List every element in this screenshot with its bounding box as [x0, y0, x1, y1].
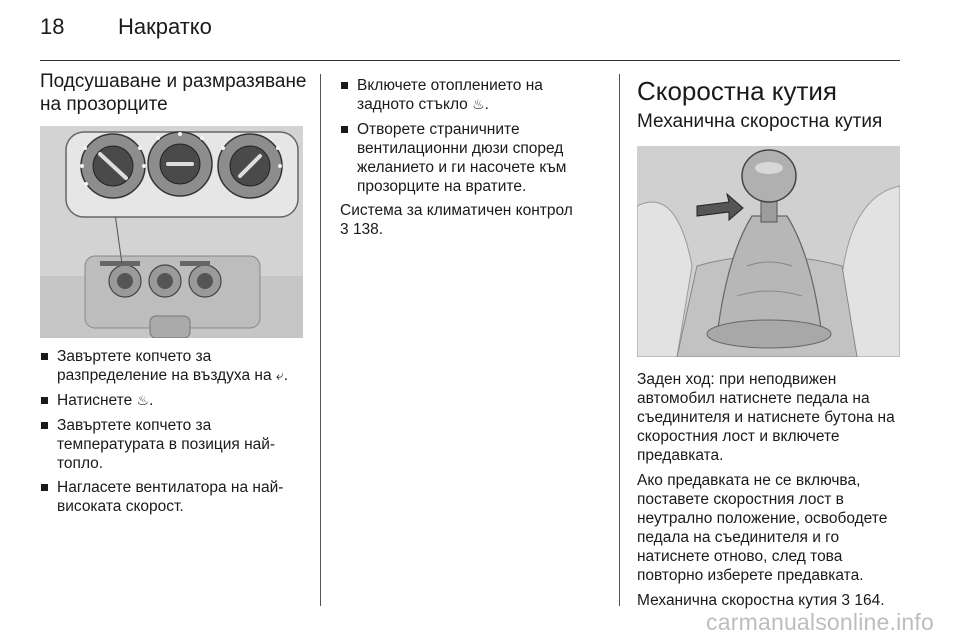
left-column [40, 70, 310, 521]
gear-lever-illustration [637, 146, 900, 357]
list-item: Завъртете копчето за температурата в позиция най-топло. [40, 416, 310, 473]
header-divider [40, 60, 900, 61]
right-column [637, 76, 907, 616]
column-divider-1 [320, 74, 321, 606]
rear-defrost-steps-list [340, 76, 602, 196]
page-header-title: Накратко [118, 14, 212, 39]
subsection-title-manual-gearbox: Механична скоростна кутия [637, 111, 883, 132]
windscreen-airflow-icon: ⤶ [275, 368, 284, 384]
reverse-gear-instructions: Заден ход: при неподвижен автомобил натиснете педала на съединителя и натиснете бутона на скоростния лост и включете предавката. [637, 371, 895, 464]
page-reference-arrow-icon: 3 [841, 592, 851, 609]
list-item: Натиснете ♨. [40, 391, 310, 411]
list-item: Отворете страничните вентилационни дюзи според желанието и ги насочете към прозорците на вратите. [340, 120, 602, 196]
gear-not-engaging-instructions: Ако предавката не се включва, поставете скоростния лост в неутрално положение, освободете педала на съединителя и го натиснете отново, след това повторно изберете предавката. [637, 472, 888, 584]
climate-control-reference: Система за климатичен контрол 3 138. [340, 202, 573, 238]
page-reference-link[interactable]: 138. [352, 221, 384, 238]
list-item: Включете отоплението на задното стъкло ♨. [340, 76, 602, 115]
section-title-gearbox: Скоростна кутия [637, 76, 837, 106]
page-number: 18 [40, 14, 65, 39]
defrost-steps-list [40, 347, 310, 516]
list-item: Завъртете копчето за разпределение на въздуха на ⤶. [40, 347, 310, 386]
list-item: Нагласете вентилатора на най-високата скорост. [40, 478, 310, 516]
manual-gearbox-reference: Механична скоростна кутия 3 164. [637, 592, 885, 609]
climate-control-illustration [40, 126, 303, 338]
middle-column [340, 76, 602, 245]
section-heading-defrost: Подсушаване и размразяване на прозорците [40, 71, 307, 115]
page-reference-link[interactable]: 164. [854, 592, 885, 609]
watermark: carmanualsonline.info [706, 609, 934, 635]
page-reference-arrow-icon: 3 [340, 221, 349, 238]
defrost-icon: ♨ [136, 393, 150, 409]
rear-window-heating-icon: ♨ [472, 97, 485, 113]
column-divider-2 [619, 74, 620, 606]
